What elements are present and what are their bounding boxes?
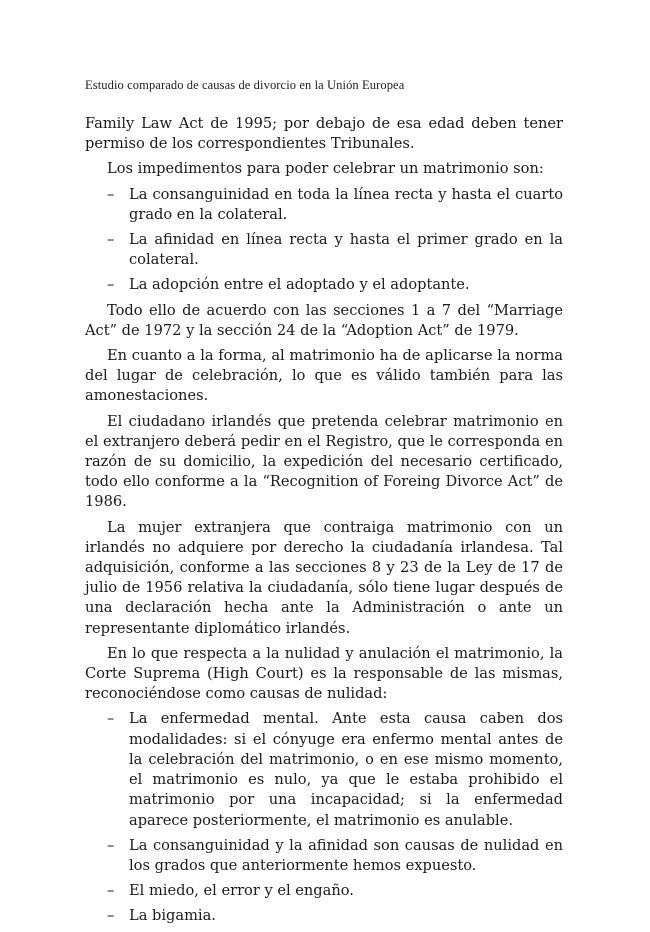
dash-bullet: – xyxy=(107,836,115,854)
body-text xyxy=(85,114,563,932)
paragraph: Los impedimentos para poder celebrar un matrimonio son: xyxy=(107,160,544,178)
paragraph: En lo que respecta a la nulidad y anulación el matrimonio, la Corte Suprema (High Court) es la responsable de las mismas, reconociéndose como causas de nulidad: xyxy=(85,644,563,703)
running-header: Estudio comparado de causas de divorcio en la Unión Europea xyxy=(85,78,405,92)
paragraph: Family Law Act de 1995; por debajo de esa edad deben tener permiso de los correspondientes Tribunales. xyxy=(85,115,563,153)
list-item-text: El miedo, el error y el engaño. xyxy=(129,882,354,900)
list-item xyxy=(85,906,563,926)
list-item xyxy=(85,185,563,225)
list-item xyxy=(85,836,563,876)
nullity-causes-list xyxy=(85,709,563,926)
list-item-text: La enfermedad mental. Ante esta causa caben dos modalidades: si el cónyuge era enfermo mental antes de la celebración del matrimonio, o en ese mismo momento, el matrimonio es nulo, ya que le estaba prohibido el matrimonio por una incapacidad; si la enfermedad aparece posteriormente, el matrimonio es anulable. xyxy=(129,710,563,829)
dash-bullet: – xyxy=(107,231,115,249)
paragraph: En cuanto a la forma, al matrimonio ha de aplicarse la norma del lugar de celebración, lo que es válido también para las amonestaciones. xyxy=(85,347,563,405)
list-item-text: La afinidad en línea recta y hasta el primer grado en la colateral. xyxy=(129,231,563,269)
paragraph: Todo ello de acuerdo con las secciones 1 a 7 del “Marriage Act” de 1972 y la sección 24 de la “Adoption Act” de 1979. xyxy=(85,301,563,339)
list-item-text: La consanguinidad en toda la línea recta y hasta el cuarto grado en la colateral. xyxy=(129,185,563,223)
list-item xyxy=(85,230,563,270)
list-item-text: La adopción entre el adoptado y el adoptante. xyxy=(129,276,470,294)
dash-bullet: – xyxy=(107,907,115,925)
list-item-text: La bigamia. xyxy=(129,907,216,925)
dash-bullet: – xyxy=(107,185,115,203)
dash-bullet: – xyxy=(107,710,115,728)
list-item xyxy=(85,275,563,295)
paragraph: La mujer extranjera que contraiga matrimonio con un irlandés no adquiere por derecho la ciudadanía irlandesa. Tal adquisición, conforme a las secciones 8 y 23 de la Ley de 17 de julio de 1956 relativa la ciudadanía, sólo tiene lugar después de una declaración hecha ante la Administración o ante un representante diplomático irlandés. xyxy=(85,518,563,637)
list-item xyxy=(85,881,563,901)
list-item-text: La consanguinidad y la afinidad son causas de nulidad en los grados que anteriormente hemos expuesto. xyxy=(129,836,563,874)
dash-bullet: – xyxy=(107,276,115,294)
impediments-list xyxy=(85,185,563,296)
paragraph: El ciudadano irlandés que pretenda celebrar matrimonio en el extranjero deberá pedir en el Registro, que le corresponda en razón de su domicilio, la expedición del necesario certificado, todo ello conforme a la “Recognition of Foreing Divorce Act” de 1986. xyxy=(85,412,563,511)
dash-bullet: – xyxy=(107,882,115,900)
list-item xyxy=(85,709,563,830)
